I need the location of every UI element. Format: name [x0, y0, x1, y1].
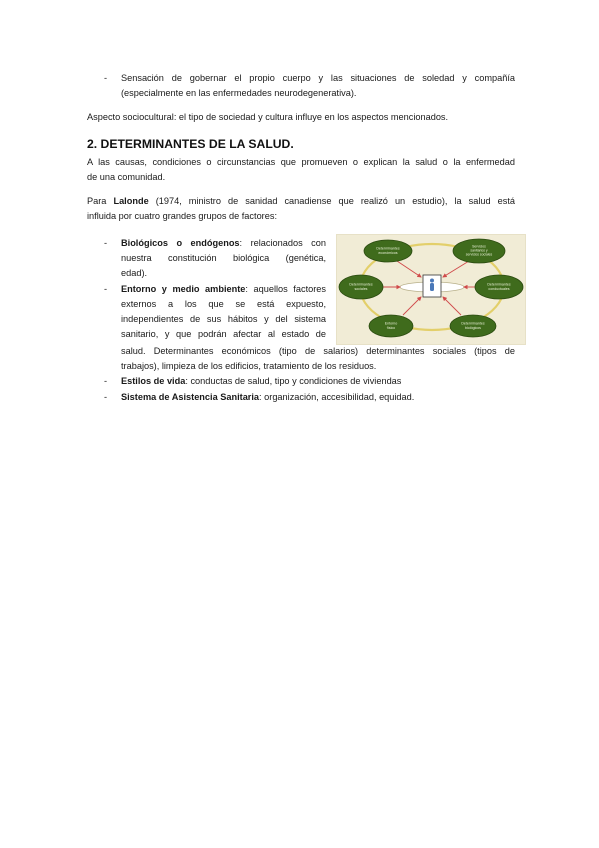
- definition-line1: A las causas, condiciones o circunstancias que promueven o explican la salud o la enfermedad: [87, 157, 515, 167]
- bullet-entorno-line5: salud. Determinantes económicos (tipo de salarios) determinantes sociales (tipos de: [121, 346, 515, 356]
- node-economicos-line2: económicos: [378, 251, 398, 255]
- bullet-entorno-line1: [121, 282, 326, 297]
- node-servicios-line1: Servicios: [472, 244, 486, 249]
- node-servicios-line2: sanitarios y: [470, 248, 488, 253]
- determinants-diagram-svg: [337, 235, 525, 344]
- bullet-biologicos-line1: [121, 236, 326, 251]
- definition-line2: de una comunidad.: [87, 172, 166, 182]
- bullet-biologicos-rest: : relacionados con: [239, 238, 326, 248]
- determinants-diagram: [336, 234, 526, 345]
- bullet-biologicos-term: Biológicos o endógenos: [121, 238, 240, 248]
- node-determinantes-conductuales: [475, 275, 523, 299]
- node-servicios-line3: servicios sociales: [465, 252, 493, 257]
- bullet-sistema-term: Sistema de Asistencia Sanitaria: [121, 392, 260, 402]
- bullet-dash: -: [104, 392, 108, 402]
- node-entorno-line2: físico: [386, 326, 396, 330]
- node-biologicos-line2: biológicos: [465, 326, 481, 330]
- person-icon: [430, 279, 434, 292]
- bullet-dash: -: [104, 238, 108, 248]
- node-biologicos-line1: Determinantes: [461, 321, 485, 326]
- bullet-dash: -: [104, 73, 108, 83]
- bullet-entorno-line6: trabajos), limpieza de los edificios, tratamiento de los residuos.: [121, 361, 377, 371]
- bullet-sistema-line: [121, 390, 414, 405]
- bullet-estilos-term: Estilos de vida: [121, 376, 186, 386]
- bullet-entorno-line3: independientes de sus hábitos y del sistema: [121, 314, 326, 324]
- bullet-estilos-rest: : conductas de salud, tipo y condiciones de viviendas: [185, 376, 402, 386]
- bullet-entorno-rest: : aquellos factores: [245, 284, 326, 294]
- node-determinantes-economicos: [364, 240, 412, 262]
- bullet-entorno-term: Entorno y medio ambiente: [121, 284, 246, 294]
- bullet-biologicos-line2: nuestra constitución biológica (genética,: [121, 253, 326, 263]
- lalonde-rest: (1974, ministro de sanidad canadiense que realizó un estudio), la salud está: [148, 196, 516, 206]
- bullet-entorno-line2: externos a los que se está expuesto,: [121, 299, 326, 309]
- intro-bullet-line2: (especialmente en las enfermedades neurodegenerativa).: [121, 88, 357, 98]
- bullet-dash: -: [104, 284, 108, 294]
- bullet-sistema-rest: : organización, accesibilidad, equidad.: [259, 392, 415, 402]
- node-economicos-line1: Determinantes: [376, 246, 400, 251]
- node-entorno-line1: Entorno: [384, 321, 398, 326]
- node-sociales-line1: Determinantes: [349, 282, 373, 287]
- bullet-dash: -: [104, 376, 108, 386]
- node-conductuales-line2: conductuales: [488, 287, 510, 291]
- intro-bullet-line1: Sensación de gobernar el propio cuerpo y las situaciones de soledad y compañía: [121, 73, 515, 83]
- bullet-entorno-line4: sanitario, y que podrán afectar al estado de: [121, 329, 326, 339]
- lalonde-name: Lalonde: [113, 196, 149, 206]
- node-determinantes-biologicos: [450, 315, 496, 337]
- bullet-biologicos-line3: edad).: [121, 268, 148, 278]
- lalonde-line2: influida por cuatro grandes grupos de factores:: [87, 211, 277, 221]
- section-heading: 2. DETERMINANTES DE LA SALUD.: [87, 137, 294, 151]
- node-conductuales-line1: Determinantes: [487, 282, 511, 287]
- node-determinantes-sociales: [339, 275, 383, 299]
- node-servicios-sanitarios: [453, 239, 505, 263]
- node-sociales-line2: sociales: [354, 287, 368, 291]
- lalonde-pre: Para: [87, 196, 114, 206]
- lalonde-line1: [87, 194, 515, 209]
- aspecto-sociocultural-paragraph: Aspecto sociocultural: el tipo de sociedad y cultura influye en los aspectos mencionados.: [87, 112, 449, 122]
- bullet-estilos-line: [121, 374, 401, 389]
- node-entorno-fisico: [369, 315, 413, 337]
